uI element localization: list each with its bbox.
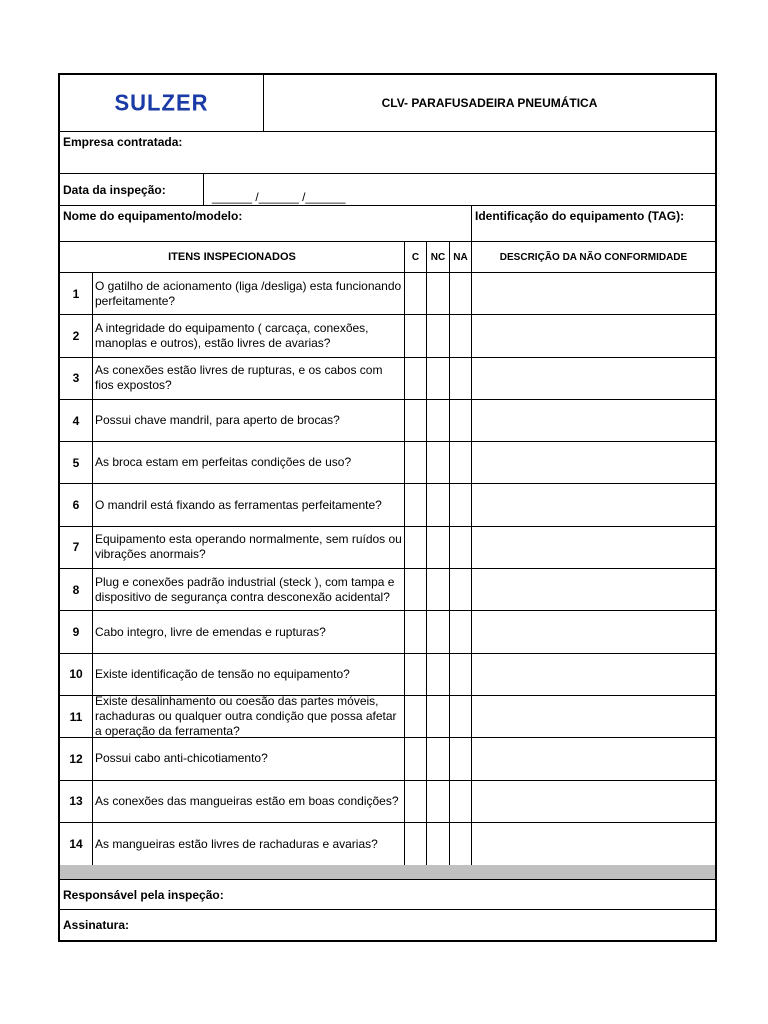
logo-cell: [60, 75, 264, 131]
item-question: A integridade do equipamento ( carcaça, conexões, manoplas e outros), estão livres de avarias?: [93, 315, 405, 356]
c-checkbox[interactable]: [405, 358, 427, 399]
item-number: 7: [60, 527, 93, 568]
c-checkbox[interactable]: [405, 484, 427, 525]
nc-checkbox[interactable]: [427, 696, 450, 737]
na-checkbox[interactable]: [450, 654, 472, 695]
nc-checkbox[interactable]: [427, 484, 450, 525]
na-checkbox[interactable]: [450, 273, 472, 314]
c-checkbox[interactable]: [405, 738, 427, 779]
desc-field[interactable]: [472, 823, 715, 865]
table-row: [60, 781, 715, 823]
c-checkbox[interactable]: [405, 273, 427, 314]
desc-field[interactable]: [472, 611, 715, 652]
na-checkbox[interactable]: [450, 611, 472, 652]
item-question: O mandril está fixando as ferramentas perfeitamente?: [93, 484, 405, 525]
item-number: 1: [60, 273, 93, 314]
item-number: 2: [60, 315, 93, 356]
nc-checkbox[interactable]: [427, 569, 450, 610]
c-checkbox[interactable]: [405, 823, 427, 865]
c-checkbox[interactable]: [405, 315, 427, 356]
item-number: 4: [60, 400, 93, 441]
c-checkbox[interactable]: [405, 696, 427, 737]
item-number: 11: [60, 696, 93, 737]
nc-header: NC: [427, 242, 450, 272]
na-checkbox[interactable]: [450, 781, 472, 822]
na-checkbox[interactable]: [450, 696, 472, 737]
desc-field[interactable]: [472, 569, 715, 610]
na-checkbox[interactable]: [450, 738, 472, 779]
nc-checkbox[interactable]: [427, 400, 450, 441]
data-label: Data da inspeção:: [60, 174, 204, 205]
desc-field[interactable]: [472, 358, 715, 399]
table-row: [60, 738, 715, 780]
desc-field[interactable]: [472, 527, 715, 568]
desc-field[interactable]: [472, 273, 715, 314]
item-number: 14: [60, 823, 93, 865]
na-checkbox[interactable]: [450, 400, 472, 441]
nc-checkbox[interactable]: [427, 358, 450, 399]
equipamento-label: Nome do equipamento/modelo:: [60, 206, 472, 241]
table-row: [60, 484, 715, 526]
item-number: 3: [60, 358, 93, 399]
desc-field[interactable]: [472, 781, 715, 822]
table-row: [60, 442, 715, 484]
inspection-form: [58, 73, 717, 942]
nc-checkbox[interactable]: [427, 527, 450, 568]
table-row: [60, 315, 715, 357]
na-checkbox[interactable]: [450, 569, 472, 610]
separator-bar: [60, 865, 715, 880]
responsavel-label: Responsável pela inspeção:: [63, 887, 224, 902]
equipamento-row: [60, 206, 715, 242]
nc-checkbox[interactable]: [427, 611, 450, 652]
item-question: Possui cabo anti-chicotiamento?: [93, 738, 405, 779]
table-row: [60, 273, 715, 315]
assinatura-label: Assinatura:: [63, 918, 130, 933]
table-row: [60, 696, 715, 738]
item-question: As conexões das mangueiras estão em boas condições?: [93, 781, 405, 822]
form-title: CLV- PARAFUSADEIRA PNEUMÁTICA: [381, 96, 598, 110]
na-checkbox[interactable]: [450, 315, 472, 356]
item-number: 6: [60, 484, 93, 525]
table-row: [60, 400, 715, 442]
empresa-row: [60, 132, 715, 174]
item-question: Existe identificação de tensão no equipamento?: [93, 654, 405, 695]
item-number: 5: [60, 442, 93, 483]
item-number: 13: [60, 781, 93, 822]
item-question: As broca estam em perfeitas condições de uso?: [93, 442, 405, 483]
desc-header: DESCRIÇÃO DA NÃO CONFORMIDADE: [499, 251, 688, 263]
item-question: Possui chave mandril, para aperto de brocas?: [93, 400, 405, 441]
data-field[interactable]: [204, 174, 715, 205]
tag-label: Identificação do equipamento (TAG):: [475, 209, 685, 223]
sulzer-logo: SULZER: [114, 89, 209, 116]
desc-field[interactable]: [472, 442, 715, 483]
desc-field[interactable]: [472, 400, 715, 441]
c-checkbox[interactable]: [405, 569, 427, 610]
responsavel-row: [60, 880, 715, 910]
header-row: [60, 75, 715, 132]
item-question: Cabo integro, livre de emendas e rupturas?: [93, 611, 405, 652]
nc-checkbox[interactable]: [427, 781, 450, 822]
table-row: [60, 358, 715, 400]
item-number: 9: [60, 611, 93, 652]
na-checkbox[interactable]: [450, 527, 472, 568]
item-number: 10: [60, 654, 93, 695]
desc-field[interactable]: [472, 484, 715, 525]
na-checkbox[interactable]: [450, 823, 472, 865]
na-checkbox[interactable]: [450, 442, 472, 483]
nc-checkbox[interactable]: [427, 273, 450, 314]
data-row: [60, 174, 715, 206]
table-row: [60, 527, 715, 569]
table-row: [60, 654, 715, 696]
table-row: [60, 611, 715, 653]
c-checkbox[interactable]: [405, 611, 427, 652]
items-list: [60, 273, 715, 865]
nc-checkbox[interactable]: [427, 315, 450, 356]
c-checkbox[interactable]: [405, 527, 427, 568]
c-checkbox[interactable]: [405, 654, 427, 695]
item-number: 8: [60, 569, 93, 610]
desc-field[interactable]: [472, 654, 715, 695]
c-checkbox[interactable]: [405, 781, 427, 822]
nc-checkbox[interactable]: [427, 654, 450, 695]
assinatura-row: [60, 910, 715, 940]
item-question: Plug e conexões padrão industrial (steck ), com tampa e dispositivo de segurança contra desconexão acidental?: [93, 569, 405, 610]
item-question: O gatilho de acionamento (liga /desliga) esta funcionando perfeitamente?: [93, 273, 405, 314]
desc-field[interactable]: [472, 696, 715, 737]
item-question: As conexões estão livres de rupturas, e os cabos com fios expostos?: [93, 358, 405, 399]
desc-field[interactable]: [472, 315, 715, 356]
c-checkbox[interactable]: [405, 400, 427, 441]
items-header: ITENS INSPECIONADOS: [60, 242, 405, 272]
desc-field[interactable]: [472, 738, 715, 779]
table-row: [60, 569, 715, 611]
na-checkbox[interactable]: [450, 484, 472, 525]
item-question: Equipamento esta operando normalmente, sem ruídos ou vibrações anormais?: [93, 527, 405, 568]
nc-checkbox[interactable]: [427, 442, 450, 483]
na-checkbox[interactable]: [450, 358, 472, 399]
date-blank: ______ /______ /______: [212, 190, 346, 204]
c-checkbox[interactable]: [405, 442, 427, 483]
na-header: NA: [450, 242, 472, 272]
item-question: Existe desalinhamento ou coesão das partes móveis, rachaduras ou qualquer outra condição que possa afetar a operação da ferramenta?: [93, 696, 405, 737]
nc-checkbox[interactable]: [427, 738, 450, 779]
nc-checkbox[interactable]: [427, 823, 450, 865]
item-question: As mangueiras estão livres de rachaduras e avarias?: [93, 823, 405, 865]
item-number: 12: [60, 738, 93, 779]
table-row: [60, 823, 715, 865]
c-header: C: [405, 242, 427, 272]
table-header-row: [60, 242, 715, 273]
empresa-label: Empresa contratada:: [63, 135, 183, 149]
